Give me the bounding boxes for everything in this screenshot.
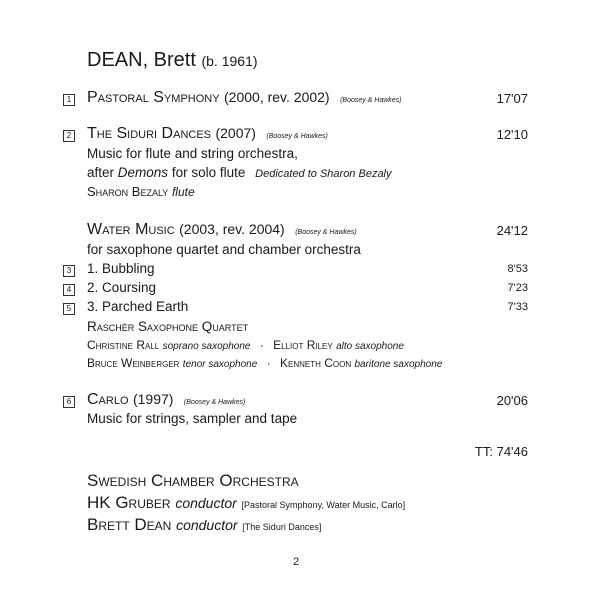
work-description-2 [87, 165, 392, 180]
work-title-pastoral [87, 89, 402, 107]
player-name: Kenneth Coon [280, 356, 352, 370]
player-name: Christine Rall [87, 338, 160, 352]
conductor-role: conductor [175, 495, 237, 511]
composer-name: DEAN, Brett [87, 49, 196, 71]
work-year: (2003, rev. 2004) [179, 221, 285, 237]
track-number-box: 5 [63, 303, 75, 315]
work-title-carlo [87, 391, 245, 409]
publisher: (Boosey & Hawkes) [340, 97, 402, 104]
work-title: Pastoral Symphony [87, 89, 220, 106]
players-line-1 [87, 338, 404, 352]
composer-life: (b. 1961) [201, 53, 258, 69]
player-name: Bruce Weinberger [87, 356, 180, 370]
conductor-credit-1 [87, 493, 405, 513]
conductor-credit-2 [87, 515, 321, 535]
soloist-role: flute [171, 185, 195, 199]
track-number-box: 2 [63, 130, 75, 142]
desc-text: after [87, 165, 115, 180]
desc-work-title: Demons [117, 165, 169, 180]
work-title: The Siduri Dances [87, 125, 212, 142]
movement-duration: 8'53 [507, 263, 528, 275]
track-number-box: 4 [63, 284, 75, 296]
conductor-name: HK Gruber [87, 493, 171, 512]
dedication: Dedicated to Sharon Bezaly [255, 168, 392, 180]
desc-text: for solo flute [171, 165, 246, 180]
conductor-name: Brett Dean [87, 515, 172, 534]
orchestra-name: Swedish Chamber Orchestra [87, 471, 299, 490]
work-description: for saxophone quartet and chamber orchestra [87, 242, 361, 257]
player-name: Elliot Riley [273, 338, 333, 352]
track-number-box: 6 [63, 396, 75, 408]
work-description: Music for flute and string orchestra, [87, 146, 298, 161]
work-title-siduri [87, 125, 328, 143]
page-number: 2 [293, 556, 300, 568]
soloist-credit [87, 184, 195, 199]
publisher: (Boosey & Hawkes) [295, 229, 357, 236]
track-number-box: 1 [63, 94, 75, 106]
work-year: (2007) [215, 125, 256, 141]
publisher: (Boosey & Hawkes) [266, 133, 328, 140]
movement-title: 1. Bubbling [87, 261, 155, 276]
work-title: Water Music [87, 221, 175, 238]
player-role: alto saxophone [336, 341, 404, 352]
work-description: Music for strings, sampler and tape [87, 411, 298, 426]
movement-duration: 7'23 [507, 282, 528, 294]
soloist-name: Sharon Bezaly [87, 184, 169, 199]
work-title-water-music [87, 221, 357, 239]
separator: · [266, 356, 271, 370]
total-time: TT: 74'46 [474, 444, 528, 459]
movement-title: 2. Coursing [87, 280, 157, 295]
publisher: (Boosey & Hawkes) [183, 399, 246, 406]
duration: 12'10 [496, 127, 528, 142]
separator: · [259, 338, 264, 352]
ensemble-name: Raschèr Saxophone Quartet [87, 319, 249, 334]
player-role: tenor saxophone [182, 359, 258, 370]
composer-heading [87, 49, 258, 72]
conductor-note: [The Siduri Dances] [242, 522, 322, 532]
conductor-role: conductor [176, 517, 238, 533]
duration: 20'06 [496, 393, 528, 408]
track-number-box: 3 [63, 265, 75, 277]
conductor-note: [Pastoral Symphony, Water Music, Carlo] [241, 500, 406, 510]
duration: 17'07 [496, 91, 528, 106]
work-title: Carlo [87, 391, 129, 408]
movement-duration: 7'33 [507, 301, 528, 313]
player-role: soprano saxophone [162, 341, 251, 352]
duration: 24'12 [496, 223, 528, 238]
player-role: baritone saxophone [354, 359, 443, 370]
work-year: (2000, rev. 2002) [224, 89, 330, 105]
players-line-2 [87, 356, 442, 370]
work-year: (1997) [132, 391, 174, 407]
movement-title: 3. Parched Earth [87, 299, 189, 314]
